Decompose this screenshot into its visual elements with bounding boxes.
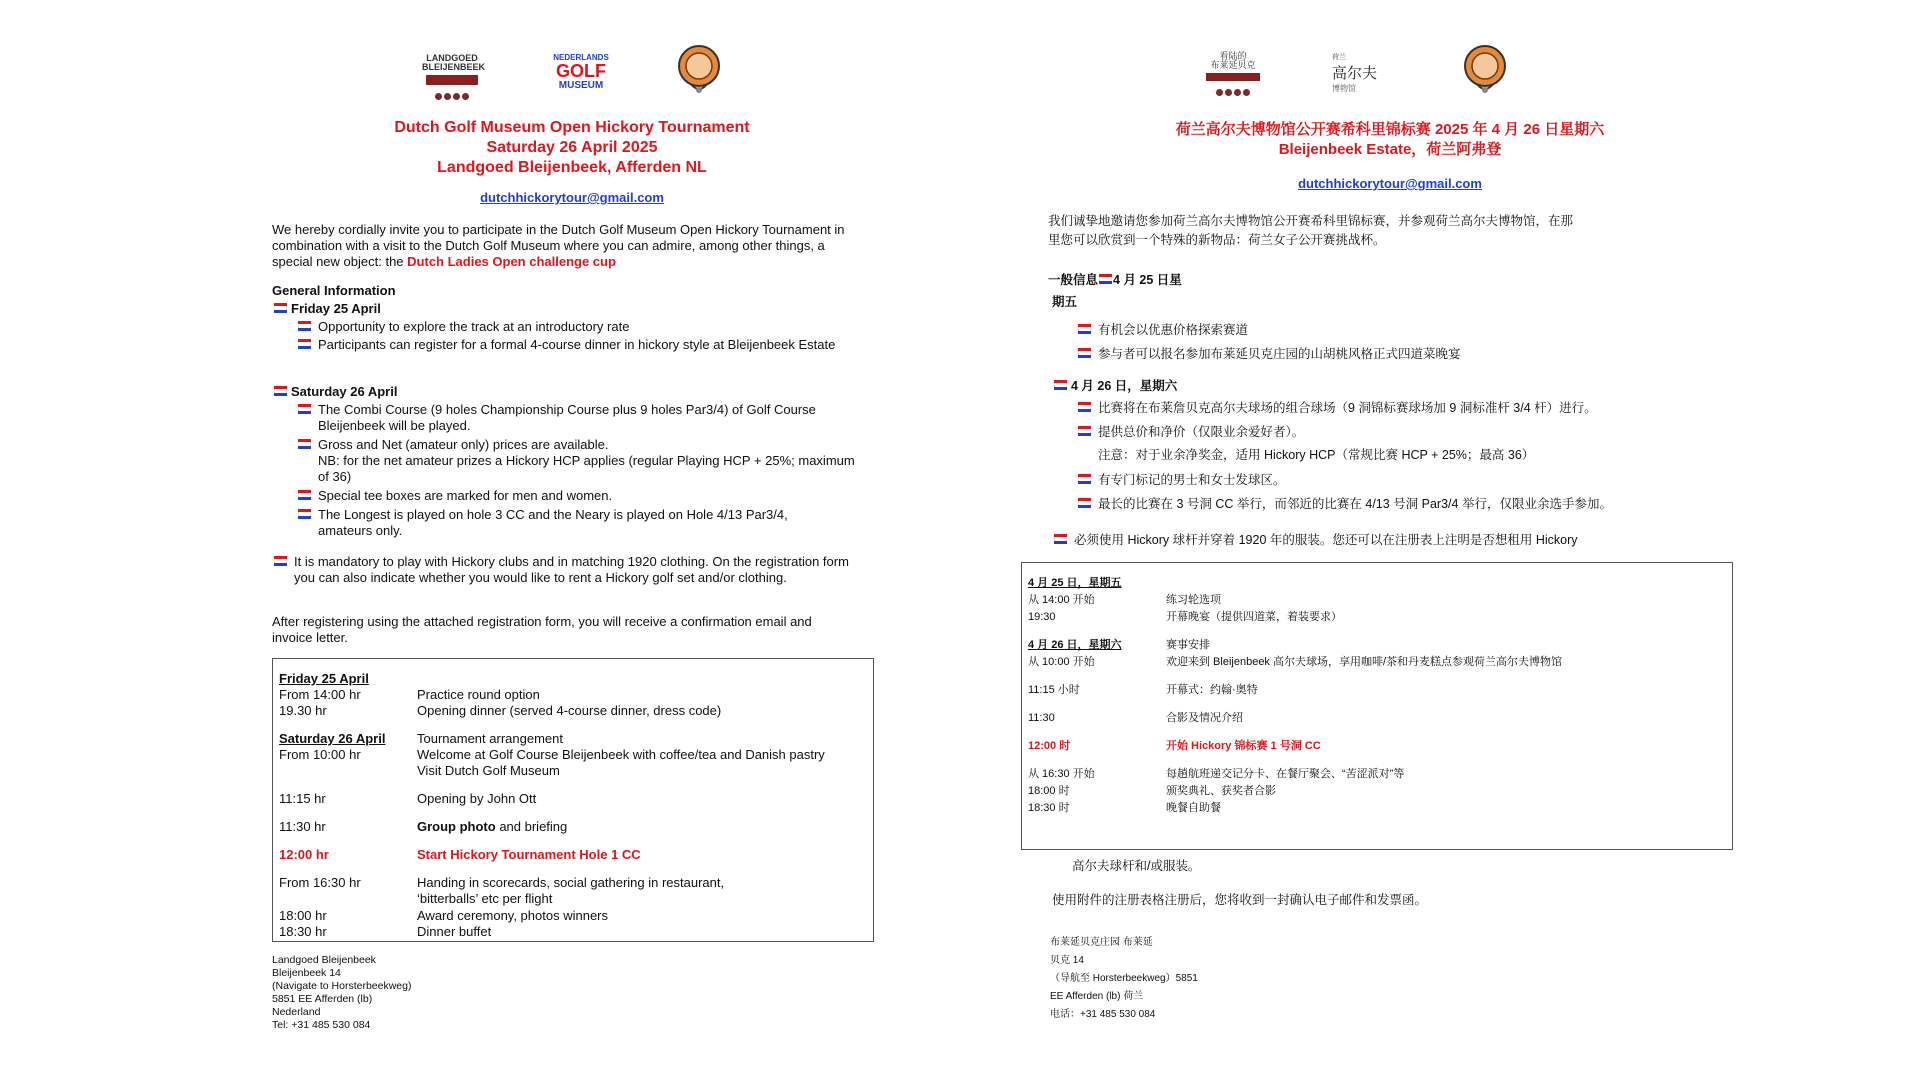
zh-contact-email-link[interactable]: dutchhickorytour@gmail.com <box>1298 176 1482 191</box>
schedule-activity: 开幕晚宴（提供四道菜，着装要求） <box>1166 611 1342 623</box>
schedule-activity: Award ceremony, photos winners <box>417 908 609 923</box>
schedule-time: 12:00 hr <box>279 847 329 862</box>
golf-flag-icon <box>298 490 311 500</box>
schedule-time: From 14:00 hr <box>279 687 361 702</box>
landgoed-logo-line1: LANDGOED <box>426 53 478 63</box>
zh-saturday-item-3 <box>1098 472 1718 488</box>
friday-item-1 <box>318 319 858 335</box>
schedule-activity: Dinner buffet <box>417 924 492 939</box>
zh-general-text: 一般信息 <box>1048 273 1099 287</box>
schedule-time: 从 16:30 开始 <box>1028 768 1095 780</box>
zh-schedule-box <box>1021 562 1733 850</box>
address-line: Nederland <box>272 1006 321 1018</box>
friday-heading <box>274 301 381 317</box>
zh-friday-item-1-text: 有机会以优惠价格探索赛道 <box>1098 323 1249 337</box>
schedule-time: 19:30 <box>1028 611 1056 623</box>
golf-club-emblem-icon <box>1462 44 1508 96</box>
golf-club-emblem-icon <box>676 44 722 96</box>
zh-saturday-item-3-text: 有专门标记的男士和女士发球区。 <box>1098 473 1286 487</box>
schedule-activity: Opening dinner (served 4-course dinner, dress code) <box>417 703 722 718</box>
schedule-activity: ‘bitterballs’ etc per flight <box>417 891 553 906</box>
schedule-time: 11:30 <box>1028 712 1055 724</box>
saturday-item-3 <box>318 488 858 504</box>
schedule-time: 11:15 hr <box>279 791 326 806</box>
schedule-activity: 颁奖典礼、获奖者合影 <box>1166 785 1276 797</box>
saturday-item-2-note: NB: for the net amateur prizes a Hickory HCP applies (regular Playing HCP + 25%; maximum of 36) <box>318 453 855 484</box>
schedule-time: 19.30 hr <box>279 703 327 718</box>
schedule-activity: Opening by John Ott <box>417 791 537 806</box>
address-line: Landgoed Bleijenbeek <box>272 954 376 966</box>
address-line: EE Afferden (lb) 荷兰 <box>1050 991 1144 1002</box>
zh-friday-item-2 <box>1098 346 1698 362</box>
schedule-friday-heading <box>279 671 369 687</box>
zh-schedule-sat-heading-text: 4 月 26 日，星期六 <box>1028 639 1122 651</box>
address-line: 贝克 14 <box>1050 955 1084 966</box>
schedule-activity: Start Hickory Tournament Hole 1 CC <box>417 847 641 862</box>
schedule-time: 从 10:00 开始 <box>1028 656 1095 668</box>
zh-event-title-line2: Bleijenbeek Estate，荷兰阿弗登 <box>1278 141 1502 158</box>
golf-flag-icon <box>1078 324 1091 334</box>
zh-address-block <box>1050 934 1198 1024</box>
address-block <box>272 954 411 1032</box>
schedule-saturday-heading-text: Saturday 26 April <box>279 731 386 746</box>
general-info-heading: General Information <box>272 283 396 298</box>
zh-general-date-cont: 期五 <box>1052 295 1078 309</box>
zh-saturday-heading-text: 4 月 26 日，星期六 <box>1071 379 1178 393</box>
golf-flag-icon <box>298 509 311 519</box>
schedule-time: 18:00 hr <box>279 908 327 923</box>
saturday-heading-text: Saturday 26 April <box>291 384 398 399</box>
schedule-box <box>272 658 874 942</box>
event-title-line1: Dutch Golf Museum Open Hickory Tournament <box>394 119 750 136</box>
zh-general-heading <box>1048 272 1182 288</box>
contact-email-link[interactable]: dutchhickorytour@gmail.com <box>480 190 664 205</box>
zh-intro-line2: 里您可以欣赏到一个特殊的新物品：荷兰女子公开赛挑战杯。 <box>1048 233 1386 247</box>
zh-golf-big: 高尔夫 <box>1332 65 1378 82</box>
schedule-activity: 每趟航班递交记分卡、在餐厅聚会、“苦涩派对”等 <box>1166 768 1405 780</box>
address-line: (Navigate to Horsterbeekweg) <box>272 980 412 992</box>
zh-mandatory-note-text: 必须使用 Hickory 球杆并穿着 1920 年的服装。您还可以在注册表上注明是否想租用 Hickory <box>1074 533 1578 547</box>
saturday-item-4-text: The Longest is played on hole 3 CC and the Neary is played on Hole 4/13 Par3/4, amateurs only. <box>318 507 788 538</box>
group-photo-rest: and briefing <box>495 819 568 834</box>
golf-flag-icon <box>1078 474 1091 484</box>
zh-saturday-item-1-text: 比赛将在布莱詹贝克高尔夫球场的组合球场（9 洞锦标赛球场加 9 洞标准杆 3/4 杆）进行。 <box>1098 401 1597 415</box>
saturday-item-2-text: Gross and Net (amateur only) prices are available. <box>318 437 609 452</box>
zh-intro-line1: 我们诚挚地邀请您参加荷兰高尔夫博物馆公开赛希科里锦标赛，并参观荷兰高尔夫博物馆，在那 <box>1048 214 1574 228</box>
golf-flag-icon <box>1054 534 1067 544</box>
zh-friday-item-2-text: 参与者可以报名参加布莱延贝克庄园的山胡桃风格正式四道菜晚宴 <box>1098 347 1461 361</box>
nl-golf-line3: MUSEUM <box>558 80 604 92</box>
schedule-time: 11:15 小时 <box>1028 684 1080 696</box>
saturday-item-1-text: The Combi Course (9 holes Championship Course plus 9 holes Par3/4) of Golf Course Bleijenbeek will be played. <box>318 402 816 433</box>
saturday-item-1 <box>318 402 838 434</box>
zh-friday-item-1 <box>1098 322 1698 338</box>
schedule-time: From 10:00 hr <box>279 747 361 762</box>
zh-saturday-item-4-text: 最长的比赛在 3 号洞 CC 举行，而邻近的比赛在 4/13 号洞 Par3/4 举行，仅限业余选手参加。 <box>1098 497 1612 511</box>
schedule-activity: 练习轮选项 <box>1166 594 1221 606</box>
zh-saturday-heading <box>1054 378 1177 394</box>
schedule-time: From 16:30 hr <box>279 875 361 890</box>
zh-saturday-item-2 <box>1098 424 1718 440</box>
mandatory-note <box>294 554 854 586</box>
schedule-activity: 晚餐自助餐 <box>1166 802 1221 814</box>
address-line: 5851 EE Afferden (lb) <box>272 993 373 1005</box>
schedule-activity: 开始 Hickory 锦标赛 1 号洞 CC <box>1166 740 1321 752</box>
intro-text: We hereby cordially invite you to participate in the Dutch Golf Museum Open Hickory Tournament in combination with a visit to the Dutch Golf Museum where you can admire, among other things, a special new object: the <box>272 222 845 269</box>
schedule-activity: Visit Dutch Golf Museum <box>417 763 560 778</box>
schedule-time: 18:30 hr <box>279 924 327 939</box>
schedule-activity: 合影及情况介绍 <box>1166 712 1243 724</box>
event-title <box>272 118 872 178</box>
mandatory-note-text: It is mandatory to play with Hickory clubs and in matching 1920 clothing. On the registration form you can also indicate whether you would like to rent a Hickory golf set and/or clothing. <box>294 554 849 585</box>
zh-golf-small: 荷兰 <box>1332 54 1346 61</box>
event-title-line2: Saturday 26 April 2025 <box>486 139 658 156</box>
zh-schedule-fri-heading <box>1028 575 1122 591</box>
schedule-time: 18:30 时 <box>1028 802 1070 814</box>
zh-golf-sub: 博物馆 <box>1332 84 1356 93</box>
zh-after-box-text: 高尔夫球杆和/或服装。 <box>1072 859 1201 873</box>
schedule-friday-heading-text: Friday 25 April <box>279 671 369 686</box>
zh-saturday-item-2-text: 提供总价和净价（仅限业余爱好者）。 <box>1098 425 1305 439</box>
golf-flag-icon <box>1078 498 1091 508</box>
schedule-arrangement: Tournament arrangement <box>417 731 563 746</box>
golf-flag-icon <box>1078 402 1091 412</box>
address-line: 电话：+31 485 530 084 <box>1050 1009 1156 1020</box>
nl-golf-line1: NEDERLANDS <box>553 53 609 62</box>
zh-general-date: 4 月 25 日星 <box>1113 273 1182 287</box>
zh-saturday-item-1 <box>1098 400 1718 416</box>
golf-flag-icon <box>298 321 311 331</box>
golf-flag-icon <box>298 404 311 414</box>
schedule-activity: 欢迎来到 Bleijenbeek 高尔夫球场，享用咖啡/茶和丹麦糕点参观荷兰高尔夫博物馆 <box>1166 656 1563 668</box>
zh-event-title-line1: 荷兰高尔夫博物馆公开赛希科里锦标赛 2025 年 4 月 26 日星期六 <box>1175 121 1605 138</box>
schedule-activity: 开幕式：约翰·奥特 <box>1166 684 1258 696</box>
zh-saturday-note: 注意：对于业余净奖金，适用 Hickory HCP（常规比赛 HCP + 25%；最高 36） <box>1098 448 1535 462</box>
schedule-activity: Practice round option <box>417 687 540 702</box>
zh-schedule-fri-heading-text: 4 月 25 日，星期五 <box>1028 577 1122 589</box>
zh-saturday-item-4 <box>1098 496 1738 512</box>
golf-flag-icon <box>1078 426 1091 436</box>
address-line: （导航至 Horsterbeekweg）5851 <box>1050 973 1198 984</box>
zh-landgoed-text: 看陆的 布莱延贝克 <box>1210 51 1256 71</box>
friday-item-2 <box>318 337 858 353</box>
schedule-time: 从 14:00 开始 <box>1028 594 1095 606</box>
golf-flag-icon <box>1054 380 1067 390</box>
group-photo-bold: Group photo <box>417 819 496 834</box>
nl-golf-line2: GOLF <box>556 61 606 82</box>
intro-highlight: Dutch Ladies Open challenge cup <box>407 254 616 269</box>
saturday-item-2 <box>318 437 858 453</box>
zh-mandatory-note <box>1074 532 1714 548</box>
schedule-activity <box>417 819 567 835</box>
zh-intro-paragraph <box>1048 212 1648 250</box>
zh-golf-museum-logo <box>1332 52 1392 94</box>
saturday-heading <box>274 384 397 400</box>
address-line: 布莱延贝克庄园 布莱延 <box>1050 937 1153 948</box>
golf-flag-icon <box>1078 348 1091 358</box>
zh-after-registering-note: 使用附件的注册表格注册后，您将收到一封确认电子邮件和发票函。 <box>1052 893 1428 907</box>
zh-schedule-arrangement: 赛事安排 <box>1166 639 1210 651</box>
friday-item-1-text: Opportunity to explore the track at an introductory rate <box>318 319 630 334</box>
address-line: Tel: +31 485 530 084 <box>272 1019 371 1031</box>
friday-item-2-text: Participants can register for a formal 4-course dinner in hickory style at Bleijenbeek Estate <box>318 337 836 352</box>
landgoed-logo-line2: BLEIJENBEEK <box>422 62 486 73</box>
zh-event-title <box>1040 120 1740 160</box>
golf-flag-icon <box>274 556 287 566</box>
golf-flag-icon <box>298 339 311 349</box>
after-registering-note: After registering using the attached registration form, you will receive a confirmation email and invoice letter. <box>272 614 812 645</box>
schedule-activity: Handing in scorecards, social gathering in restaurant, <box>417 875 725 890</box>
intro-paragraph <box>272 222 862 270</box>
golf-flag-icon <box>1099 274 1112 284</box>
saturday-item-3-text: Special tee boxes are marked for men and women. <box>318 488 613 503</box>
friday-heading-text: Friday 25 April <box>291 301 381 316</box>
landgoed-logo <box>422 53 486 105</box>
golf-flag-icon <box>274 386 287 396</box>
schedule-time: 18:00 时 <box>1028 785 1070 797</box>
zh-landgoed-logo <box>1204 52 1262 101</box>
address-line: Bleijenbeek 14 <box>272 967 341 979</box>
golf-flag-icon <box>298 439 311 449</box>
nl-golf-museum-logo <box>550 54 612 92</box>
golf-flag-icon <box>274 303 287 313</box>
schedule-time: 11:30 hr <box>279 819 326 834</box>
event-title-line3: Landgoed Bleijenbeek, Afferden NL <box>437 159 707 176</box>
schedule-time: 12:00 时 <box>1028 740 1071 752</box>
saturday-item-4 <box>318 507 838 539</box>
schedule-activity: Welcome at Golf Course Bleijenbeek with coffee/tea and Danish pastry <box>417 747 825 762</box>
